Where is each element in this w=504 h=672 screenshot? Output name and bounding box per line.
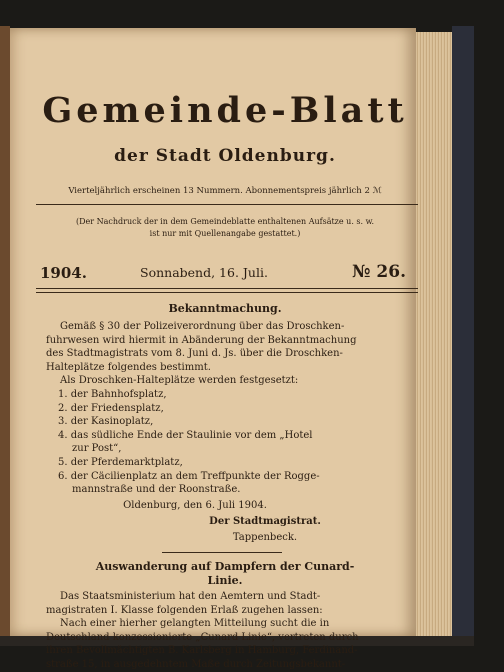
list-item-continuation: mannstraße und der Roonstraße. xyxy=(72,484,241,496)
info-rule xyxy=(36,204,418,205)
article-body xyxy=(46,590,414,672)
list-item: 2. der Friedensplatz, xyxy=(58,402,164,414)
reprint-note-line: (Der Nachdruck der in dem Gemeindeblatte enthaltenen Aufsätze u. s. w. xyxy=(75,217,375,226)
newspaper-page xyxy=(10,28,416,670)
list-item: 4. das südliche Ende der Staulinie vor dem „Hotel xyxy=(58,429,313,441)
issue-date: Sonnabend, 16. Juli. xyxy=(140,265,268,280)
issue-number: № 26. xyxy=(352,262,406,282)
signatory: Tappenbeck. xyxy=(232,532,298,543)
masthead-title: Gemeinde-Blatt xyxy=(42,90,408,131)
issue-year: 1904. xyxy=(40,264,87,282)
dateline-rule xyxy=(36,288,418,293)
book-cover xyxy=(452,26,474,642)
announcement-heading: Bekanntmachung. xyxy=(168,302,282,315)
article-heading xyxy=(32,560,418,588)
reprint-note-line: ist nur mit Quellenangabe gestattet.) xyxy=(149,229,301,238)
article-line: Das Staatsministerium hat den Aemtern und Stadt- xyxy=(60,591,321,602)
page-stack xyxy=(416,32,452,636)
list-item: 1. der Bahnhofsplatz, xyxy=(58,389,167,400)
issuing-authority: Der Stadtmagistrat. xyxy=(209,516,321,527)
article-line: Nach einer hierher gelangten Mitteilung sucht die in xyxy=(60,618,330,630)
article-line: magistraten I. Klasse folgenden Erlaß zugehen lassen: xyxy=(46,604,323,616)
issue-dateline xyxy=(40,262,410,286)
list-item-continuation: zur Post“, xyxy=(72,443,122,455)
list-item: 3. der Kasinoplatz, xyxy=(58,416,154,428)
reprint-note xyxy=(32,216,418,240)
intro-line: des Stadtmagistrats vom 8. Juni d. Js. über die Droschken- xyxy=(46,348,343,360)
list-lead: Als Droschken-Halteplätze werden festgesetzt: xyxy=(60,375,299,387)
announcement-intro xyxy=(46,320,414,388)
intro-line: fuhrwesen wird hiermit in Abänderung der Bekanntmachung xyxy=(46,334,357,346)
article-heading-line: Linie. xyxy=(207,574,243,587)
article-line: ihren Bevollmächtigten B. Karlsberg in Hamburg, Ferdinand- xyxy=(46,645,358,657)
halteplatz-list xyxy=(58,388,410,497)
place-date: Oldenburg, den 6. Juli 1904. xyxy=(123,500,267,511)
book-edge xyxy=(0,26,10,638)
article-heading-line: Auswanderung auf Dampfern der Cunard- xyxy=(95,560,355,573)
article-line: Deutschland konzessionierte „Cunard Linie“, vertreten durch xyxy=(46,631,359,643)
intro-line: Gemäß § 30 der Polizeiverordnung über das Droschken- xyxy=(60,321,345,332)
masthead-subtitle: der Stadt Oldenburg. xyxy=(114,146,336,166)
intro-line: Halteplätze folgendes bestimmt. xyxy=(46,361,211,373)
list-item: 6. der Cäcilienplatz an dem Treffpunkte der Rogge- xyxy=(58,470,320,482)
article-line: straße 15, in ausgedehntem Maße durch Zeitungsbekannt- xyxy=(46,658,346,670)
subscription-info: Vierteljährlich erscheinen 13 Nummern. Abonnementspreis jährlich 2 ℳ xyxy=(68,186,382,196)
list-item: 5. der Pferdemarktplatz, xyxy=(58,456,183,468)
section-separator xyxy=(162,552,282,553)
